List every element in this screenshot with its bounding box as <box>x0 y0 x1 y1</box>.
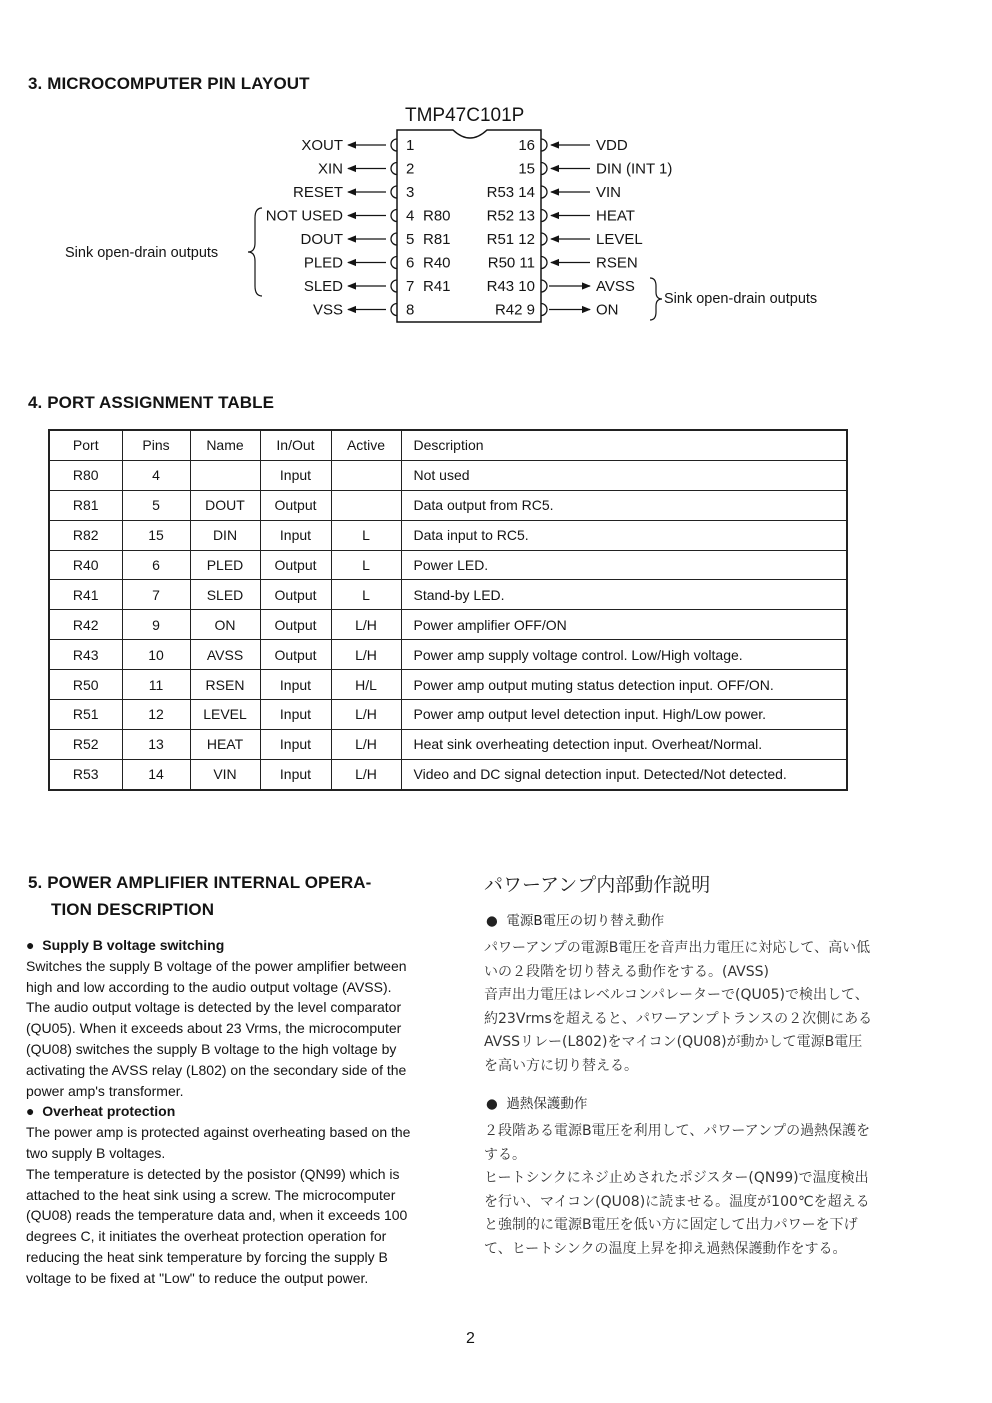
table-header-row <box>49 430 847 460</box>
right-pin-terminal <box>541 304 547 316</box>
right-pin-port: 16 <box>518 137 535 154</box>
right-pin-port: 15 <box>518 160 535 178</box>
cell-active <box>331 460 401 490</box>
cell-description: Not used <box>401 460 847 490</box>
left-pin-port: R80 <box>423 207 451 225</box>
port-assignment-table <box>48 429 848 791</box>
jp-supply-paragraph-1: パワーアンプの電源B電圧を音声出力電圧に対応して、高い低いの２段階を切り替える動作をする。(AVSS) <box>484 940 871 980</box>
overheat-heading: Overheat protection <box>42 1103 176 1120</box>
right-pin-signal: RSEN <box>596 254 638 272</box>
left-pin-number: 7 <box>406 278 415 295</box>
right-pin-port: R50 11 <box>487 254 535 272</box>
cell-port: R43 <box>49 640 122 670</box>
cell-name: DOUT <box>190 490 260 520</box>
cell-name: VIN <box>190 759 260 789</box>
left-pin-port: R81 <box>423 231 451 248</box>
supply-heading-row: ● Supply B voltage switching <box>26 937 225 953</box>
jp-overheat-heading: 過熱保護動作 <box>506 1096 588 1112</box>
right-pin-row <box>488 255 638 272</box>
cell-in-out: Output <box>260 640 331 670</box>
japanese-description <box>484 870 876 1275</box>
header-description: Description <box>401 430 847 460</box>
table-row <box>49 580 847 610</box>
left-pin-port: R40 <box>423 254 451 272</box>
right-brace <box>650 278 662 320</box>
left-note: Sink open-drain outputs <box>65 245 219 261</box>
header-in-out: In/Out <box>260 430 331 460</box>
cell-pins: 14 <box>122 759 190 789</box>
left-pin-terminal <box>391 257 397 269</box>
left-pin-terminal <box>391 280 397 292</box>
cell-name: HEAT <box>190 729 260 759</box>
cell-pins: 9 <box>122 610 190 640</box>
cell-port: R53 <box>49 759 122 789</box>
left-pin-terminal <box>391 163 397 175</box>
cell-description: Power amp output level detection input. High/Low power. <box>401 700 847 730</box>
left-pin-signal: DOUT <box>300 231 343 248</box>
left-pin-signal: SLED <box>303 278 343 295</box>
left-pin-signal: VSS <box>312 301 343 319</box>
right-pin-terminal <box>541 163 547 175</box>
cell-name: RSEN <box>190 670 260 700</box>
left-pin-row <box>304 278 451 295</box>
section-5-title-line1: 5. POWER AMPLIFIER INTERNAL OPERA- <box>28 873 372 892</box>
cell-description: Power amplifier OFF/ON <box>401 610 847 640</box>
table-row <box>49 700 847 730</box>
cell-pins: 15 <box>122 520 190 550</box>
table-row <box>49 610 847 640</box>
jp-overheat-paragraph-2: ヒートシンクにネジ止めされたポジスター(QN99)で温度検出を行い、マイコン(QU08)に読ませる。温度が100℃を超えると強制的に電源B電圧を低い方に固定して出力パワーを下げて、ヒートシンクの温度上昇を抑え過熱保護動作をする。 <box>484 1170 870 1257</box>
left-brace <box>248 208 262 296</box>
cell-in-out: Input <box>260 759 331 789</box>
right-pin-signal: VDD <box>596 137 628 154</box>
cell-in-out: Output <box>260 610 331 640</box>
cell-port: R50 <box>49 670 122 700</box>
cell-port: R81 <box>49 490 122 520</box>
cell-in-out: Input <box>260 700 331 730</box>
cell-port: R80 <box>49 460 122 490</box>
overheat-heading-row: ● Overheat protection <box>26 1103 176 1120</box>
cell-in-out: Output <box>260 550 331 580</box>
cell-description: Heat sink overheating detection input. Overheat/Normal. <box>401 729 847 759</box>
left-pin-signal: XIN <box>317 160 343 178</box>
cell-name: AVSS <box>190 640 260 670</box>
table-row <box>49 759 847 789</box>
cell-in-out: Input <box>260 670 331 700</box>
left-pin-number: 5 <box>406 231 415 248</box>
page-number: 2 <box>466 1330 475 1347</box>
header-pins: Pins <box>122 430 190 460</box>
cell-in-out: Output <box>260 490 331 520</box>
right-pin-port: R52 13 <box>486 207 535 225</box>
overheat-paragraph-1: The power amp is protected against overheating based on the two supply B voltages. <box>26 1124 411 1161</box>
cell-description: Stand-by LED. <box>401 580 847 610</box>
header-port: Port <box>49 430 122 460</box>
right-pin-terminal <box>541 139 547 151</box>
table-row <box>49 729 847 759</box>
right-pin-row <box>495 302 619 319</box>
right-pin-row <box>487 184 621 201</box>
cell-pins: 12 <box>122 700 190 730</box>
right-pin-port: R53 14 <box>486 184 535 201</box>
cell-description: Power amp supply voltage control. Low/High voltage. <box>401 640 847 670</box>
cell-description: Power LED. <box>401 550 847 580</box>
left-pin-number: 2 <box>406 160 415 178</box>
left-pin-number: 4 <box>406 207 415 225</box>
left-pin-signal: RESET <box>292 184 343 201</box>
right-pin-signal: AVSS <box>596 278 635 295</box>
cell-description: Data input to RC5. <box>401 520 847 550</box>
cell-port: R41 <box>49 580 122 610</box>
right-pin-terminal <box>541 186 547 198</box>
cell-port: R42 <box>49 610 122 640</box>
left-pin-terminal <box>391 186 397 198</box>
left-pin-signal: PLED <box>303 254 343 272</box>
table-row <box>49 460 847 490</box>
left-pin-number: 6 <box>406 254 415 272</box>
right-pin-terminal <box>541 233 547 245</box>
right-pin-signal: ON <box>596 301 619 319</box>
cell-pins: 10 <box>122 640 190 670</box>
cell-port: R52 <box>49 729 122 759</box>
section-3-title: 3. MICROCOMPUTER PIN LAYOUT <box>28 74 310 93</box>
cell-active: L <box>331 580 401 610</box>
left-pin-signal: XOUT <box>301 137 343 154</box>
left-pin-number: 8 <box>406 301 415 319</box>
cell-active: L/H <box>331 700 401 730</box>
jp-supply-paragraph-2: 音声出力電圧はレベルコンパレーターで(QU05)で検出して、約23Vrmsを超えると、パワーアンプトランスの２次側にあるAVSSリレー(L802)をマイコン(QU08)が動かして電源B電圧を高い方に切り替える。 <box>484 987 873 1074</box>
left-pin-signal: NOT USED <box>265 207 343 225</box>
cell-name: DIN <box>190 520 260 550</box>
cell-name: LEVEL <box>190 700 260 730</box>
left-pin-row <box>318 161 414 178</box>
english-description <box>26 935 418 1289</box>
cell-pins: 6 <box>122 550 190 580</box>
cell-active: L <box>331 550 401 580</box>
cell-in-out: Output <box>260 580 331 610</box>
overheat-paragraph-2: The temperature is detected by the posistor (QN99) which is attached to the heat sink using a screw. The microcomputer (QU08) reads the temperature data and, when it exceeds 100 degrees C, it initiates the overheat protection operation for reducing the heat sink temperature by forcing the supply B voltage to be fixed at "Low" to reduce the output power. <box>26 1165 408 1286</box>
cell-pins: 5 <box>122 490 190 520</box>
cell-pins: 4 <box>122 460 190 490</box>
left-pin-terminal <box>391 210 397 222</box>
right-pin-row <box>487 208 635 225</box>
right-pin-signal: LEVEL <box>596 231 643 248</box>
right-pin-terminal <box>541 210 547 222</box>
left-pin-terminal <box>391 304 397 316</box>
left-pin-row <box>266 208 451 225</box>
cell-name <box>190 460 260 490</box>
left-pin-row <box>313 302 414 319</box>
supply-paragraph-1: Switches the supply B voltage of the power amplifier between high and low according to the audio output voltage (AVSS). <box>26 957 407 995</box>
cell-port: R40 <box>49 550 122 580</box>
jp-overheat-paragraph-1: ２段階ある電源B電圧を利用して、パワーアンプの過熱保護をする。 <box>484 1123 871 1163</box>
cell-port: R51 <box>49 700 122 730</box>
cell-pins: 7 <box>122 580 190 610</box>
cell-in-out: Input <box>260 520 331 550</box>
right-pin-terminal <box>541 257 547 269</box>
right-pin-row <box>487 231 643 248</box>
pin-layout-diagram <box>0 0 992 360</box>
japanese-title: パワーアンプ内部動作説明 <box>484 874 711 896</box>
jp-supply-heading: 電源B電圧の切り替え動作 <box>506 913 665 929</box>
table-row <box>49 520 847 550</box>
cell-pins: 11 <box>122 670 190 700</box>
left-pin-number: 3 <box>406 184 415 201</box>
cell-active <box>331 490 401 520</box>
header-active: Active <box>331 430 401 460</box>
cell-name: ON <box>190 610 260 640</box>
right-pin-port: R51 12 <box>486 231 535 248</box>
cell-active: L <box>331 520 401 550</box>
right-pin-port: R42 9 <box>494 301 535 319</box>
left-pin-row <box>304 255 451 272</box>
right-note: Sink open-drain outputs <box>664 291 818 307</box>
table-row <box>49 490 847 520</box>
cell-active: L/H <box>331 610 401 640</box>
right-pin-port: R43 10 <box>486 278 535 295</box>
left-pin-terminal <box>391 233 397 245</box>
cell-name: PLED <box>190 550 260 580</box>
right-pin-terminal <box>541 280 547 292</box>
table-row <box>49 550 847 580</box>
right-pin-row <box>487 278 635 295</box>
cell-description: Power amp output muting status detection input. OFF/ON. <box>401 670 847 700</box>
right-pin-signal: VIN <box>596 184 622 201</box>
cell-name: SLED <box>190 580 260 610</box>
cell-in-out: Input <box>260 729 331 759</box>
left-pin-row <box>293 184 414 201</box>
jp-overheat-heading-row: ● 過熱保護動作 <box>486 1096 588 1112</box>
cell-active: L/H <box>331 640 401 670</box>
cell-port: R82 <box>49 520 122 550</box>
table-row <box>49 670 847 700</box>
cell-in-out: Input <box>260 460 331 490</box>
right-pin-signal: HEAT <box>596 207 635 225</box>
left-pin-number: 1 <box>406 137 415 154</box>
cell-active: H/L <box>331 670 401 700</box>
section-5-title-line2: TION DESCRIPTION <box>51 900 215 919</box>
table-row <box>49 640 847 670</box>
supply-heading: Supply B voltage switching <box>42 937 225 953</box>
right-pin-row <box>518 137 628 154</box>
left-pin-row <box>301 231 451 248</box>
left-pin-port: R41 <box>423 278 451 295</box>
cell-active: L/H <box>331 759 401 789</box>
cell-description: Data output from RC5. <box>401 490 847 520</box>
right-pin-signal: DIN (INT 1) <box>596 160 673 178</box>
jp-supply-heading-row: ● 電源B電圧の切り替え動作 <box>486 913 665 929</box>
left-pin-terminal <box>391 139 397 151</box>
cell-description: Video and DC signal detection input. Detected/Not detected. <box>401 759 847 789</box>
header-name: Name <box>190 430 260 460</box>
cell-pins: 13 <box>122 729 190 759</box>
chip-name: TMP47C101P <box>405 105 525 126</box>
supply-paragraph-2: The audio output voltage is detected by the level comparator (QU05). When it exceeds about 23 Vrms, the microcomputer (QU08) switches the supply B voltage to the high voltage by activating the AVSS relay (L802) on the secondary side of the power amp's transformer. <box>26 999 407 1099</box>
cell-active: L/H <box>331 729 401 759</box>
section-4-title: 4. PORT ASSIGNMENT TABLE <box>28 393 275 412</box>
